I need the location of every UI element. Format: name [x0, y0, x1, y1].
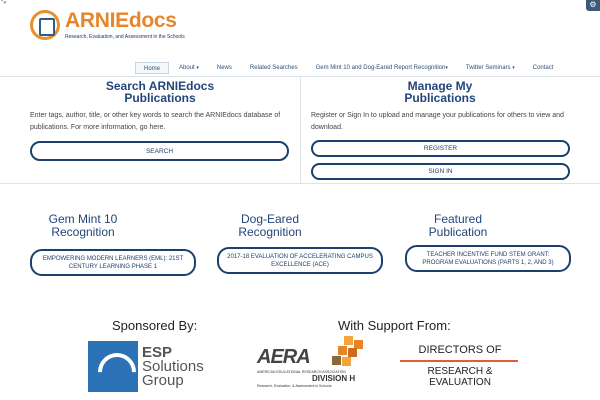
arnie-logo-icon	[30, 10, 60, 40]
directors-line: DIRECTORS OF	[418, 344, 502, 356]
search-button[interactable]: SEARCH	[30, 141, 289, 161]
title-line: Featured	[433, 212, 483, 226]
title-line: Recognition	[51, 225, 115, 239]
directors-line: RESEARCH & EVALUATION	[427, 366, 493, 388]
top-panels	[0, 76, 600, 186]
aera-logo[interactable]	[252, 336, 370, 392]
nav-label: About	[179, 65, 195, 71]
nav-contact[interactable]	[525, 62, 562, 74]
esp-solutions-logo[interactable]	[88, 341, 218, 392]
chevron-down-icon: ▾	[445, 65, 448, 71]
featured-publication-button[interactable]: TEACHER INCENTIVE FUND STEM GRANT: PROGRAM EVALUATIONS (PARTS 1, 2, AND 3)	[405, 245, 571, 272]
title-line: Publications	[404, 91, 476, 105]
gem-mint-publication-button[interactable]: EMPOWERING MODERN LEARNERS (EML): 21ST CENTURY LEARNING PHASE 1	[30, 249, 196, 276]
nav-label: Gem Mint 10 and Dog-Eared Report Recognition	[315, 65, 446, 71]
sign-in-button[interactable]: SIGN IN	[311, 163, 570, 180]
search-panel-title	[90, 80, 230, 104]
esp-line: Group	[142, 371, 184, 389]
gem-mint-title	[30, 213, 136, 239]
nav-label: Home	[144, 66, 161, 72]
search-panel-text	[30, 110, 292, 134]
title-line: Publications	[124, 91, 196, 105]
directors-logo[interactable]	[400, 340, 520, 388]
manage-panel-title	[370, 80, 510, 104]
aera-subtitle: AMERICAN EDUCATIONAL RESEARCH ASSOCIATION	[257, 370, 346, 374]
aera-tagline: Research, Evaluation, & Assessment in Schools	[257, 384, 332, 388]
corner-glyph: "»	[1, 0, 7, 6]
sponsored-by-heading: Sponsored By:	[112, 318, 198, 333]
esp-line: Solutions	[142, 357, 204, 375]
nav-label: Contact	[532, 65, 554, 71]
site-logo[interactable]	[30, 10, 185, 40]
chevron-down-icon: ▾	[512, 65, 515, 71]
text-line: download.	[311, 124, 343, 131]
esp-mark-icon	[88, 341, 138, 392]
panel-divider	[300, 76, 301, 184]
nav-twitter-seminars[interactable]	[458, 62, 523, 74]
title-line: Dog-Eared	[240, 212, 300, 226]
nav-label: Related Searches	[249, 65, 298, 71]
nav-news[interactable]	[209, 62, 240, 74]
title-line: Search ARNIEdocs	[105, 79, 215, 93]
aera-squares-icon	[332, 336, 366, 366]
chevron-down-icon: ▾	[196, 65, 199, 71]
nav-label: Twitter Seminars	[465, 65, 511, 71]
nav-about[interactable]	[171, 62, 207, 74]
with-support-heading: With Support From:	[338, 318, 451, 333]
featured-publication-title	[405, 213, 511, 239]
title-line: Gem Mint 10	[48, 212, 118, 226]
title-line: Recognition	[238, 225, 302, 239]
esp-line: ESP	[142, 343, 173, 361]
dog-eared-publication-button[interactable]: 2017-18 EVALUATION OF ACCELERATING CAMPUS EXCELLENCE (ACE)	[217, 247, 383, 274]
aera-division: DIVISION H	[312, 374, 356, 383]
nav-recognition[interactable]	[308, 62, 456, 74]
aera-wordmark: AERA	[257, 346, 310, 368]
nav-label: News	[216, 65, 232, 71]
manage-panel-text	[311, 110, 579, 134]
text-line: Register or Sign In to upload and manage your publications for others to view and	[311, 112, 564, 119]
nav-home[interactable]	[135, 62, 169, 74]
nav-related-searches[interactable]	[242, 62, 306, 74]
title-line: Publication	[428, 225, 488, 239]
directors-rule	[400, 360, 518, 362]
title-line: Manage My	[407, 79, 473, 93]
gear-icon[interactable]: ⚙	[586, 0, 600, 11]
text-line: publications. For more information, go here.	[30, 124, 166, 131]
brand-tagline: Research, Evaluation, and Assessment in the Schools	[65, 34, 185, 40]
main-nav	[135, 62, 563, 74]
dog-eared-title	[217, 213, 323, 239]
register-button[interactable]: REGISTER	[311, 140, 570, 157]
brand-name: ARNIEdocs	[65, 9, 177, 32]
text-line: Enter tags, author, title, or other key words to search the ARNIEdocs database of	[30, 112, 281, 119]
